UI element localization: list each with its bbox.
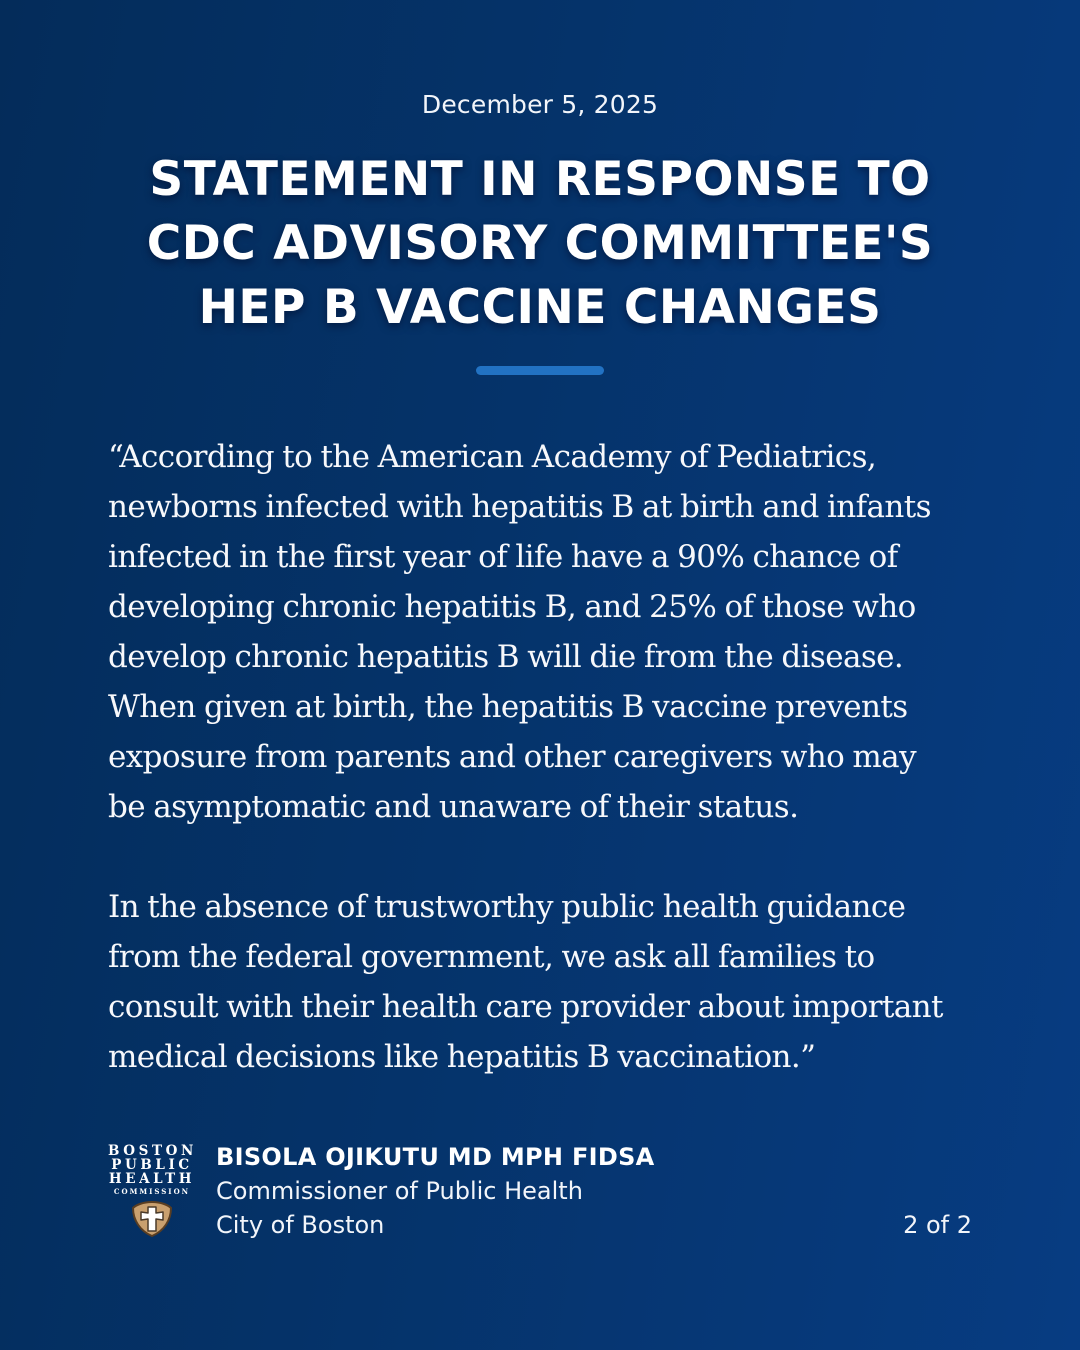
quote-line: newborns infected with hepatitis B at birth and infants <box>108 489 931 525</box>
signer-block <box>216 1140 655 1242</box>
quote-line: When given at birth, the hepatitis B vaccine prevents <box>108 689 908 725</box>
quote-line: develop chronic hepatitis B will die from the disease. <box>108 639 904 675</box>
quote-line: exposure from parents and other caregivers who may <box>108 739 916 775</box>
quote-line: In the absence of trustworthy public health guidance <box>108 889 906 925</box>
signature-footer <box>108 1140 972 1250</box>
logo-wordmark-line: HEALTH <box>108 1171 196 1187</box>
quote-line: from the federal government, we ask all families to <box>108 939 875 975</box>
title-line: HEP B VACCINE CHANGES <box>198 280 882 335</box>
signer-name: BISOLA OJIKUTU MD MPH FIDSA <box>216 1143 655 1171</box>
quote-line: “According to the American Academy of Pediatrics, <box>108 439 877 475</box>
logo-wordmark-line: PUBLIC <box>111 1157 193 1173</box>
logo-wordmark-line: BOSTON <box>108 1143 197 1159</box>
quote-line: medical decisions like hepatitis B vaccination.” <box>108 1039 816 1075</box>
page-indicator: 2 of 2 <box>903 1211 972 1239</box>
statement-date: December 5, 2025 <box>421 90 659 119</box>
logo-wordmark-line: COMMISSION <box>113 1187 191 1196</box>
quote-line: infected in the first year of life have a 90% chance of <box>108 539 898 575</box>
quote-line: consult with their health care provider about important <box>108 989 943 1025</box>
quote-line: be asymptomatic and unaware of their status. <box>108 789 799 825</box>
logo-wordmark <box>108 1144 196 1198</box>
signer-organization: City of Boston <box>216 1211 385 1239</box>
shield-cross-icon <box>131 1200 173 1238</box>
quote-paragraph <box>108 432 988 832</box>
quote-line: developing chronic hepatitis B, and 25% of those who <box>108 589 916 625</box>
boston-public-health-commission-logo <box>108 1144 196 1238</box>
signer-role: Commissioner of Public Health <box>216 1177 583 1205</box>
page-title <box>60 148 1020 340</box>
title-line: CDC ADVISORY COMMITTEE'S <box>146 216 934 271</box>
statement-quote <box>108 432 988 1082</box>
quote-paragraph <box>108 882 988 1082</box>
title-line: STATEMENT IN RESPONSE TO <box>149 152 931 207</box>
title-divider <box>476 366 604 375</box>
